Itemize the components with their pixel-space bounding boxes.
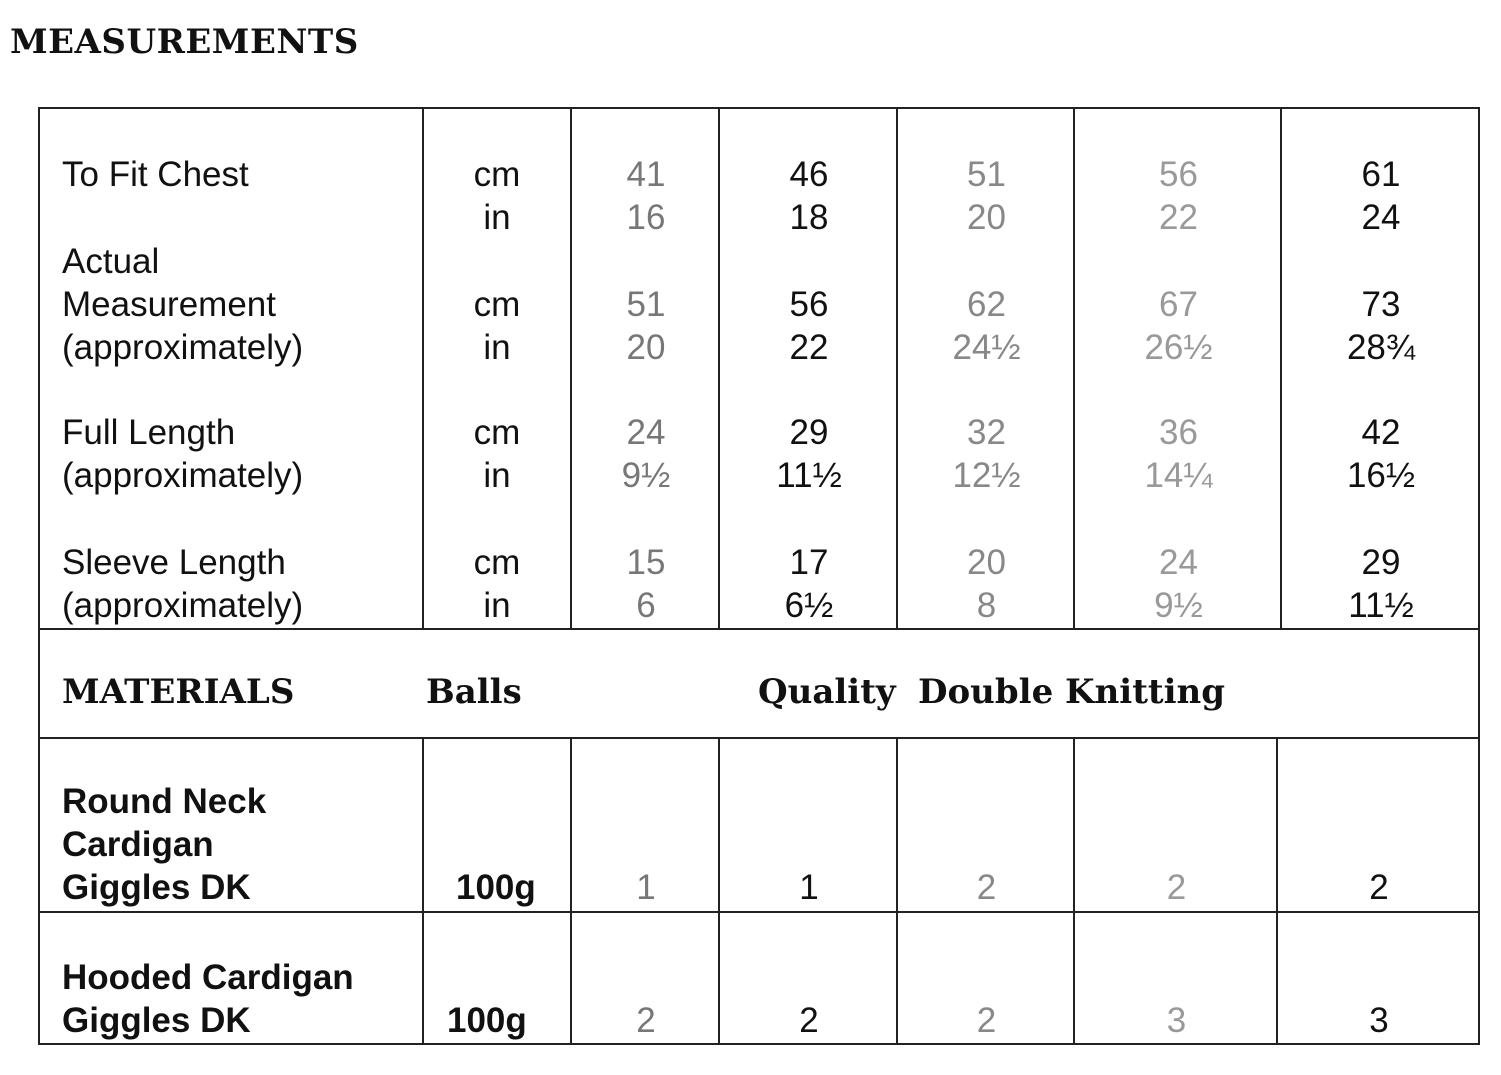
- material-label-hooded: Hooded Cardigan Giggles DK: [62, 958, 354, 1040]
- value-cell: 9½: [1154, 586, 1203, 625]
- value-cell: 73: [1361, 285, 1401, 324]
- value-cell: 2: [976, 868, 997, 907]
- value-cell: 15: [626, 543, 666, 582]
- value-cell: 16½: [1346, 456, 1416, 495]
- row-label-full-length: Full Length (approximately): [62, 413, 304, 495]
- value-cell: 29: [789, 413, 829, 452]
- value-cell: 67: [1159, 285, 1198, 324]
- page-title: MEASUREMENTS: [10, 22, 359, 62]
- value-cell: 22: [789, 328, 829, 367]
- value-cell: 36: [1159, 413, 1198, 452]
- value-cell: 61: [1361, 155, 1401, 194]
- value-cell: 9½: [621, 456, 671, 495]
- materials-heading: MATERIALS: [62, 672, 295, 712]
- value-cell: 2: [799, 1001, 819, 1040]
- value-cell: 8: [976, 586, 997, 625]
- value-cell: 12½: [952, 456, 1021, 495]
- table-border-left: [38, 107, 40, 1045]
- value-cell: 6: [636, 586, 656, 625]
- material-weight: 100g: [447, 1001, 527, 1040]
- quality-value: Double Knitting: [918, 672, 1226, 712]
- value-cell: 22: [1159, 198, 1198, 237]
- unit-in: in: [483, 328, 511, 367]
- unit-in: in: [483, 586, 511, 625]
- value-cell: 56: [1159, 155, 1198, 194]
- table-border-bottom: [38, 1043, 1480, 1045]
- value-cell: 51: [626, 285, 666, 324]
- unit-cm: cm: [473, 155, 521, 194]
- value-cell: 18: [789, 198, 829, 237]
- row-label-actual-measurement: Actual Measurement (approximately): [62, 242, 304, 367]
- value-cell: 46: [789, 155, 829, 194]
- balls-heading: Balls: [426, 672, 522, 712]
- value-cell: 3: [1369, 1001, 1389, 1040]
- unit-in: in: [483, 456, 511, 495]
- value-cell: 14¼: [1144, 456, 1213, 495]
- col-sep: [422, 737, 424, 1044]
- value-cell: 16: [626, 198, 666, 237]
- value-cell: 1: [636, 868, 656, 907]
- value-cell: 11½: [1348, 586, 1414, 625]
- value-cell: 62: [967, 285, 1006, 324]
- table-divider-materials: [38, 737, 1480, 739]
- value-cell: 32: [967, 413, 1006, 452]
- value-cell: 56: [789, 285, 829, 324]
- value-cell: 41: [626, 155, 666, 194]
- value-cell: 24: [1361, 198, 1401, 237]
- value-cell: 11½: [776, 456, 842, 495]
- value-cell: 24½: [952, 328, 1021, 367]
- table-divider-row: [38, 911, 1480, 913]
- value-cell: 24: [626, 413, 666, 452]
- unit-cm: cm: [473, 285, 521, 324]
- value-cell: 26½: [1144, 328, 1213, 367]
- row-label-sleeve-length: Sleeve Length (approximately): [62, 543, 304, 625]
- value-cell: 51: [967, 155, 1006, 194]
- table-divider-measurements: [38, 628, 1480, 630]
- value-cell: 2: [1166, 868, 1187, 907]
- table-border-top: [38, 107, 1480, 109]
- unit-cm: cm: [473, 413, 521, 452]
- value-cell: 1: [799, 868, 819, 907]
- value-cell: 29: [1361, 543, 1401, 582]
- unit-in: in: [483, 198, 511, 237]
- quality-heading: Quality: [758, 672, 896, 712]
- value-cell: 6½: [784, 586, 834, 625]
- value-cell: 3: [1166, 1001, 1187, 1040]
- row-label-to-fit-chest: To Fit Chest: [62, 155, 249, 194]
- value-cell: 20: [626, 328, 666, 367]
- value-cell: 20: [967, 543, 1006, 582]
- value-cell: 2: [1369, 868, 1389, 907]
- value-cell: 2: [976, 1001, 997, 1040]
- material-weight: 100g: [456, 868, 536, 907]
- value-cell: 17: [789, 543, 829, 582]
- value-cell: 2: [636, 1001, 656, 1040]
- value-cell: 20: [967, 198, 1006, 237]
- value-cell: 42: [1361, 413, 1401, 452]
- value-cell: 28¾: [1346, 328, 1416, 367]
- value-cell: 24: [1159, 543, 1198, 582]
- unit-cm: cm: [473, 543, 521, 582]
- material-label-round-neck: Round Neck Cardigan Giggles DK: [62, 782, 267, 907]
